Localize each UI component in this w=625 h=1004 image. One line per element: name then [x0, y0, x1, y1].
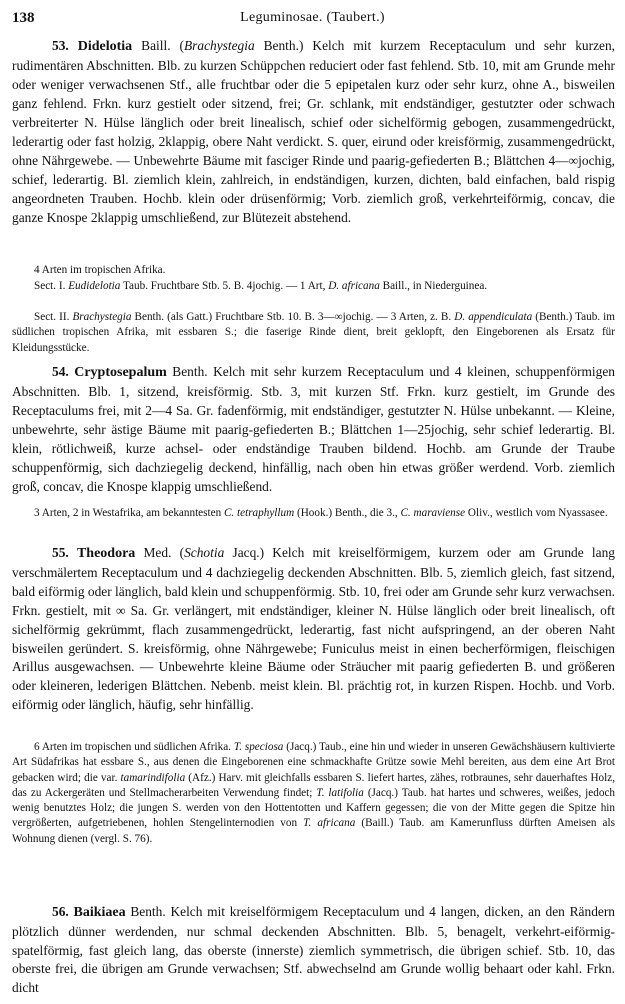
synonym: Brachystegia [183, 38, 255, 53]
entry-54-note [12, 506, 615, 521]
entry-number: 54. [52, 364, 69, 379]
genus-author: Med. ( [135, 545, 185, 560]
genus-author: Benth. [166, 364, 208, 379]
note-text: (Baill.) Taub. am Kamerunfluss dürften Ameisen als Wohnung dienen (vergl. S. 76). [12, 817, 615, 845]
species-name: T. africana [303, 817, 356, 830]
genus-author: Benth. [125, 904, 166, 919]
synonym-author: Benth.) [254, 38, 304, 53]
note-text: (Afz.) Harv. mit gleichfalls essbaren S. liefert hartes, zähes, rotbraunes, sehr dauerhaftes Holz, das zu Ackergeräten und Stellmacherarbeiten Verwendung findet; [12, 771, 615, 799]
entry-number: 56. [52, 904, 69, 919]
genus-name: Theodora [76, 546, 136, 561]
description-text: Kelch mit kreiselförmigem, kurzem oder am Grunde lang verschmälertem Receptaculum und 4 dachziegelig deckenden Abschnitten. Blb. 5, ziemlich gleich, fast sitzend, bald eiförmig oder länglich, bald klein und schuppenförmig. Stb. 10, frei oder am Grunde sehr kurz verwachsen. Frkn. gestielt, mit ∞ Sa. Gr. verlängert, mit endständiger, kleiner N. Hülse länglich oder breit linealisch, oft sichelförmig gekrümmt, flach zusammengedrückt, lederartig, fast nicht aufspringend, an der oberen Naht bisweilen geründert. S. kreisförmig, ohne Nährgewebe; Funiculus meist in einen becherförmigen, fleischigen Arillus ausgewachsen. — Unbewehrte kleine Bäume oder Sträucher mit paarig gefiederten B. und größeren oder kleineren, lederigen Blättchen. Nebenb. meist klein. Bl. prächtig rot, in kurzen Rispen. Hochb. und Vorb. eiförmig oder länglich, häufig, sehr hinfällig. [12, 545, 615, 713]
entry-53-section-1 [12, 279, 615, 294]
species-name: C. tetraphyllum [223, 507, 295, 519]
entry-number: 55. [52, 545, 69, 560]
entry-53-description [12, 36, 615, 227]
page-number: 138 [12, 10, 35, 26]
description-text: Kelch mit sehr kurzem Receptaculum und 4 kleinen, schuppenförmigen Abschnitten. Blb. 1, sitzend, kreisförmig. Stb. 3, mit kurzen Stf. Frkn. kurz gestielt, im Grunde des Receptaculums frei, mit 2—4 Sa. Gr. fadenförmig, mit endständiger, gestutzter N. Hülse unbekannt. — Kleine, unbewehrte, sehr ästige Bäume mit paarig-gefiederten B.; Blättchen 1—25jochig, sehr schief lederartig. Bl. klein, rötlichweiß, kurze achsel- oder endständige Trauben bildend. Hochb. am Grunde der Traube schuppenförmig, sich dachziegelig deckend, hinfällig, nach oben hin etwas größer werdend. Vorb. ziemlich groß, concav, die Knospe klappig umschließend. [12, 364, 615, 494]
section-text: Taub. Fruchtbare Stb. 5. B. 4jochig. — 1 Art, [120, 280, 329, 292]
note-text: (Jacq.) Taub., eine hin und wieder in unseren Gewächshäusern kultivierte Art Südafrikas hat essbare S., aus denen die Eingeborenen eine schmackhafte Grütze sowie Mehl bereiten, aus dem eine Art Brot gebacken wird; die var. [12, 741, 615, 784]
note-text: 6 Arten im tropischen und südlichen Afrika. [34, 741, 234, 753]
section-label: Sect. II. [34, 311, 73, 323]
note-text: Oliv., westlich vom Nyassasee. [465, 507, 608, 519]
species-name: T. speciosa [233, 741, 284, 753]
running-title: Leguminosae. (Taubert.) [240, 10, 385, 25]
entry-56-description [12, 903, 615, 998]
genus-name: Cryptosepalum [74, 365, 167, 380]
section-name: Brachystegia [72, 311, 132, 323]
species-name: D. africana [328, 280, 380, 292]
description-text: Kelch mit kreiselförmigem Receptaculum und 4 langen, dicken, an den Rändern plötzlich dünner werdenden, nur schmal deckenden Abschnitten. Blb. 5, benagelt, verkehrt-eiförmig-spatelförmig, fast gleich lang, das oberste (innerste) ziemlich symmetrisch, die übrigen schief. Stb. 10, das oberste frei, die übrigen am Grunde verwachsen; Stf. abwechselnd am Grunde wollig behaart oder kahl. Frkn. dicht [12, 904, 615, 996]
description-text: Kelch mit kurzem Receptaculum und sehr kurzen, rudimentären Abschnitten. Blb. zu kurzen Schüppchen reduciert oder fast fehlend. Stb. 10, mit am Grunde mehr oder weniger verwachsenen Stf., alle fruchtbar oder die 5 epipetalen kurz oder sehr kurz, ohne A., bisweilen ganz fehlend. Frkn. kurz gestielt oder sitzend, frei; Gr. schlank, mit endständiger, gestutzter oder schwach verbreiterter N. Hülse länglich oder breit linealisch, schief oder sichelförmig gebogen, zusammengedrückt, lederartig oder fast holzig, 2klappig, obere Naht verdickt. S. quer, eirund oder kreisförmig, zusammengedrückt, ohne Nährgewebe. — Unbewehrte Bäume mit fasciger Rinde und paarig-gefiederten B.; Blättchen 4—∞jochig, schief, lederartig. Bl. ziemlich klein, zahlreich, in endständigen, kurzen, dichten, bald einfachen, bald rispig angeordneten Trauben. Hochb. klein oder drüsenförmig; Vorb. ziemlich groß, verkehrteiförmig, concav, die ganze Knospe 2klappig umschließend, zur Blütezeit abstehend. [12, 38, 615, 225]
section-text: (Benth.) Taub. im südlichen tropischen Afrika, mit essbaren S.; die faserige Rinde dient, breit geklopft, den Eingeborenen als Ersatz für Kleidungsstücke. [12, 311, 615, 354]
section-text: Baill., in Niederguinea. [379, 280, 488, 292]
species-name: C. maraviense [400, 507, 466, 519]
entry-number: 53. [52, 38, 69, 53]
section-name: Eudidelotia [68, 280, 121, 292]
page-header [12, 10, 613, 32]
entry-54-description [12, 362, 615, 496]
synonym-author: Jacq.) [224, 545, 265, 560]
entry-53-species-count: 4 Arten im tropischen Afrika. [34, 264, 166, 276]
genus-name: Baikiaea [73, 905, 126, 920]
entry-55-note [12, 740, 615, 847]
species-name: T. latifolia [316, 786, 364, 799]
genus-author: Baill. ( [132, 38, 184, 53]
section-text: Benth. (als Gatt.) Fruchtbare Stb. 10. B. 3—∞jochig. — 3 Arten, z. B. [131, 311, 455, 323]
section-label: Sect. I. [34, 280, 69, 292]
entry-55-description [12, 544, 615, 715]
note-text: (Hook.) Benth., die 3., [294, 507, 401, 519]
synonym: Schotia [184, 545, 225, 560]
note-text: 3 Arten, 2 in Westafrika, am bekanntesten [34, 507, 224, 519]
entry-53-section-2 [12, 310, 615, 356]
genus-name: Didelotia [77, 39, 133, 54]
species-name: tamarindifolia [120, 771, 186, 784]
species-name: D. appendiculata [454, 311, 533, 323]
note-text: (Jacq.) Taub. hat hartes und schweres, weißes, jedoch wenig benutztes Holz; die jungen S. werden von den Hottentotten und Kaffern gegessen; die von der Mitte gegen die Spitze hin vergrößerten, aufgetriebenen, hohlen Stengelinternodien von [12, 786, 615, 830]
